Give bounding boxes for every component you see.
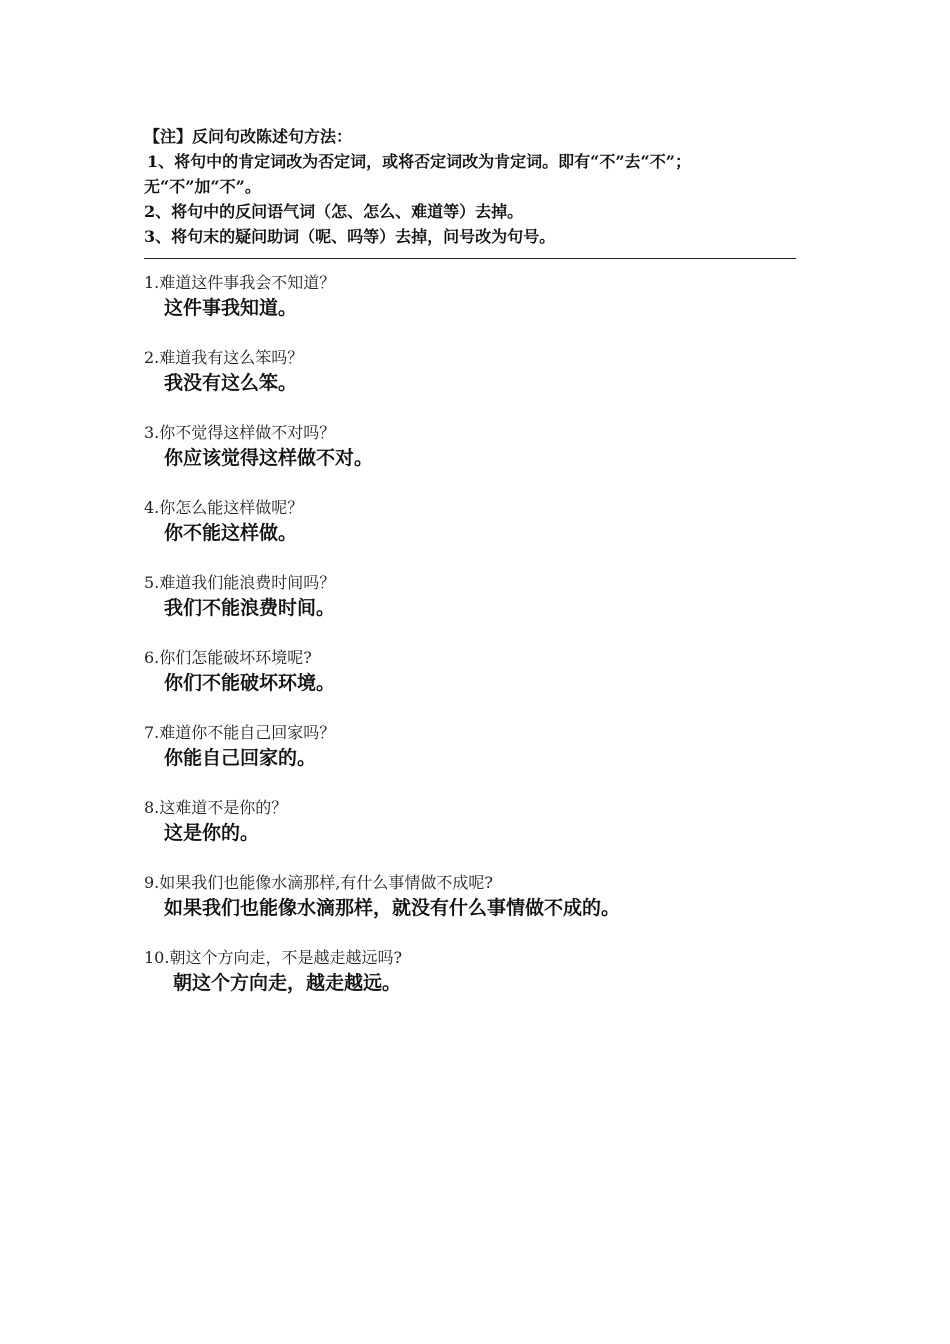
exercise-answer: 我们不能浪费时间。 <box>164 597 336 619</box>
exercise-question: 1.难道这件事我会不知道？ <box>144 273 336 292</box>
exercise-item-6 <box>144 646 814 697</box>
exercise-item-5 <box>144 571 814 622</box>
exercise-answer: 如果我们也能像水滴那样，就没有什么事情做不成的。 <box>164 897 621 919</box>
exercise-item-2 <box>144 346 814 397</box>
exercise-item-10 <box>144 946 814 997</box>
exercise-question: 5.难道我们能浪费时间吗？ <box>144 573 336 592</box>
exercise-answer: 朝这个方向走，越走越远。 <box>173 972 402 994</box>
exercise-question: 9.如果我们也能像水滴那样,有什么事情做不成呢? <box>144 873 493 892</box>
exercise-item-8 <box>144 796 814 847</box>
exercise-item-9 <box>144 871 814 922</box>
exercise-answer: 你应该觉得这样做不对。 <box>164 447 374 469</box>
exercise-item-4 <box>144 496 814 547</box>
exercise-answer: 你能自己回家的。 <box>164 747 317 769</box>
exercise-item-3 <box>144 421 814 472</box>
exercise-question: 2.难道我有这么笨吗？ <box>144 348 304 367</box>
note-rule-1: 1、将句中的肯定词改为否定词，或将否定词改为肯定词。即有“不”去“不”； <box>147 152 691 171</box>
exercise-answer: 这件事我知道。 <box>164 297 298 319</box>
exercise-question: 4.你怎么能这样做呢？ <box>144 498 304 517</box>
note-rule-2: 2、将句中的反问语气词（怎、怎么、难道等）去掉。 <box>144 202 524 221</box>
exercise-item-7 <box>144 721 814 772</box>
note-title: 【注】反问句改陈述句方法： <box>144 127 353 146</box>
note-rule-1-continued: 无“不”加“不”。 <box>144 177 261 196</box>
method-note <box>144 124 814 249</box>
exercise-answer: 你不能这样做。 <box>164 522 298 544</box>
exercise-question: 3.你不觉得这样做不对吗？ <box>144 423 336 442</box>
exercise-item-1 <box>144 271 814 322</box>
exercise-question: 10.朝这个方向走，不是越走越远吗? <box>144 948 403 967</box>
exercise-answer: 我没有这么笨。 <box>164 372 298 394</box>
exercise-question: 6.你们怎能破坏环境呢? <box>144 648 312 667</box>
section-divider <box>144 258 796 259</box>
exercise-question: 7.难道你不能自己回家吗？ <box>144 723 336 742</box>
exercise-answer: 这是你的。 <box>164 822 260 844</box>
exercise-list <box>144 271 814 997</box>
exercise-answer: 你们不能破坏环境。 <box>164 672 336 694</box>
exercise-question: 8.这难道不是你的？ <box>144 798 288 817</box>
document-page <box>144 124 814 1021</box>
note-rule-3: 3、将句末的疑问助词（呢、吗等）去掉，问号改为句号。 <box>144 227 556 246</box>
